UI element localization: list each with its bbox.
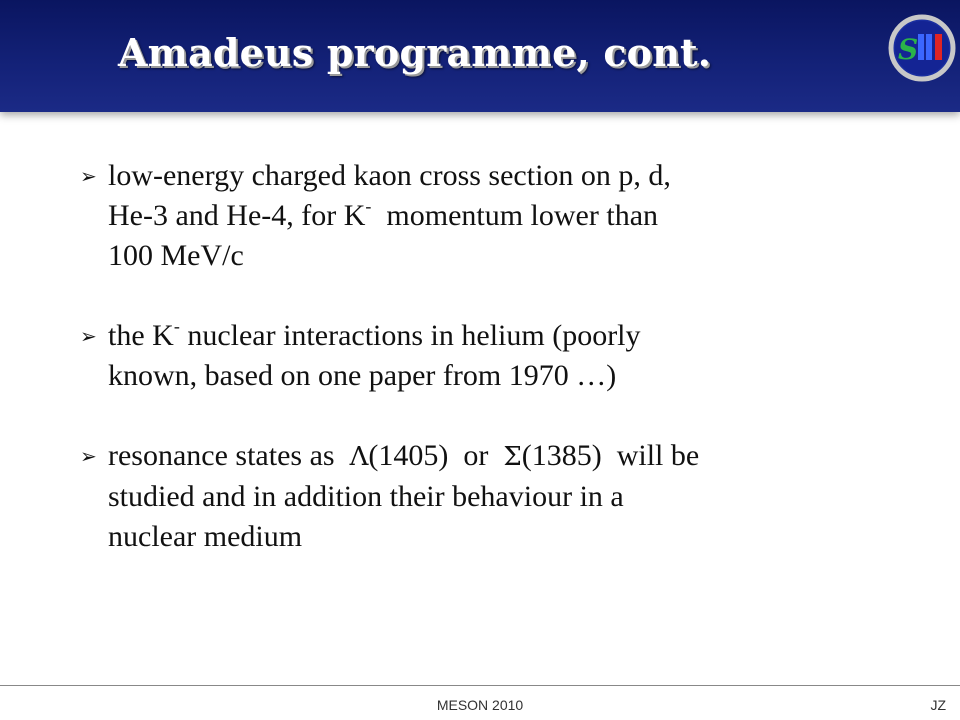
smi-logo — [886, 12, 958, 84]
bullet-list — [80, 156, 930, 597]
bullet-3-line-3: nuclear medium — [108, 520, 303, 553]
bullet-item-1 — [80, 156, 930, 276]
bullet-arrow-icon: ➢ — [80, 324, 97, 348]
footer-author: JZ — [930, 697, 946, 713]
logo-bar-blue-2 — [926, 34, 932, 60]
logo-bar-red — [935, 34, 942, 60]
footer-divider — [0, 685, 960, 686]
bullet-1-line-3: 100 MeV/c — [108, 239, 244, 272]
bullet-item-2 — [80, 316, 930, 396]
slide-title: Amadeus programme, cont. — [118, 30, 712, 75]
bullet-3-line-2: studied and in addition their behaviour in a — [108, 480, 624, 513]
bullet-2-line-2: known, based on one paper from 1970 …) — [108, 359, 617, 392]
title-bar — [0, 0, 960, 112]
bullet-1-line-2: He-3 and He-4, for K- momentum lower than — [108, 196, 659, 232]
bullet-arrow-icon: ➢ — [80, 164, 97, 188]
bullet-3-line-1: resonance states as Λ(1405) or Σ(1385) will be — [108, 439, 700, 472]
bullet-1-line-1: low-energy charged kaon cross section on p, d, — [108, 159, 671, 192]
logo-bar-blue-1 — [918, 34, 924, 60]
bullet-item-3 — [80, 436, 930, 557]
footer-conference: MESON 2010 — [436, 697, 524, 713]
logo-letter-s: S — [898, 33, 919, 66]
bullet-2-line-1: the K- nuclear interactions in helium (poorly — [108, 316, 641, 352]
bullet-arrow-icon: ➢ — [80, 444, 97, 468]
